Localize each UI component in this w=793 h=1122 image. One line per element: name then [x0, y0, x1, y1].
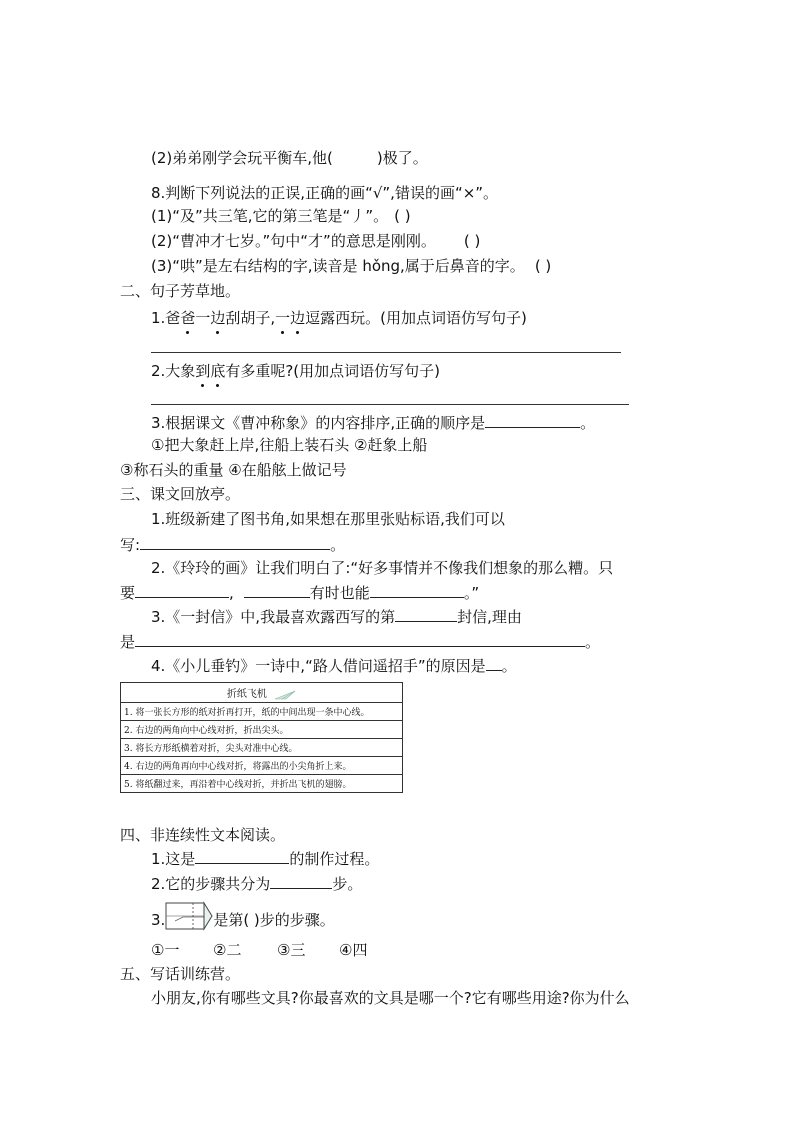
s4q2	[151, 873, 362, 894]
section-2-heading: 二、句子芳草地。	[120, 282, 241, 300]
q8-item-2-text: (2)“曹冲才七岁。”句中“才”的意思是刚刚。	[151, 232, 436, 250]
q8-title: 8.判断下列说法的正误,正确的画“√”,错误的画“×”。	[151, 184, 499, 202]
q8-item-3	[151, 256, 551, 276]
s3q1-end: 。	[330, 536, 346, 554]
s5-prompt: 小朋友,你有哪些文具?你最喜欢的文具是哪一个?它有哪些用途?你为什么	[151, 989, 630, 1007]
s2q2-suffix: 有多重呢?(用加点词语仿写句子)	[225, 362, 441, 380]
s4q3-b: 是第( )步的步骤。	[213, 911, 335, 929]
section-4-heading: 四、非连续性文本阅读。	[120, 826, 286, 844]
answer-line-s2q1[interactable]	[151, 352, 621, 353]
s3q2-a: 要	[120, 584, 136, 602]
answer-blank-s3q4[interactable]	[486, 655, 502, 671]
q8-item-3-paren[interactable]: ( )	[534, 257, 552, 275]
answer-blank-s3q2-1[interactable]	[135, 582, 229, 598]
steps-table-row: 3. 将长方形纸横着对折，尖头对准中心线。	[121, 739, 403, 757]
q7-2-text-a: (2)弟弟刚学会玩平衡车,他(	[151, 149, 333, 167]
section-2-q3	[151, 412, 595, 433]
s4q3	[151, 910, 335, 931]
q8-item-2	[151, 231, 480, 251]
s3q2-d: 。”	[463, 584, 480, 602]
s2q1-mid-1: 一	[195, 309, 211, 327]
option-4[interactable]: ④四	[339, 941, 368, 959]
question-7-2	[151, 148, 428, 168]
option-1[interactable]: ①一	[151, 941, 180, 959]
steps-table-row: 4. 右边的两角再向中心线对折，将露出的小尖角折上来。	[121, 757, 403, 775]
option-2[interactable]: ②二	[213, 941, 242, 959]
s3q4-a: 4.《小儿垂钓》一诗中,“路人借问遥招手”的原因是	[151, 657, 486, 675]
s2q1-mid-2: 刮胡子,	[225, 309, 276, 327]
s2q2-prefix: 2.大象	[151, 362, 196, 380]
s3q3-line-2	[120, 631, 600, 652]
q8-item-2-paren[interactable]: ( )	[463, 232, 481, 250]
s2q1-dot-4: 边	[290, 309, 306, 327]
answer-blank-s3q1[interactable]	[140, 534, 330, 550]
s4q1	[151, 848, 379, 869]
s4q1-b: 的制作过程。	[289, 850, 380, 868]
s3q4	[151, 655, 517, 676]
s3q2-b: ,	[229, 584, 234, 602]
option-3[interactable]: ③三	[277, 941, 306, 959]
s4q3-options	[151, 940, 367, 960]
s3q3-end: 。	[585, 633, 601, 651]
steps-table-title: 折纸飞机	[226, 689, 267, 700]
s3q1-prefix: 写:	[120, 536, 141, 554]
answer-blank-s2q3[interactable]	[485, 412, 580, 428]
steps-table-header	[121, 683, 403, 703]
s2q3-text: 3.根据课文《曹冲称象》的内容排序,正确的顺序是	[151, 414, 486, 432]
s2q3-options-1: ①把大象赶上岸,往船上装石头 ②赶象上船	[151, 436, 428, 454]
s4q3-a: 3.	[151, 911, 166, 929]
s3q3-a: 3.《一封信》中,我最喜欢露西写的第	[151, 608, 396, 626]
s2q1-dot-3: 一	[275, 309, 291, 327]
s4q2-b: 步。	[332, 875, 363, 893]
answer-blank-s3q3-2[interactable]	[135, 631, 585, 647]
folded-plane-figure-icon	[165, 901, 213, 931]
q8-item-1-text: (1)“及”共三笔,它的第三笔是“丿”。	[151, 207, 389, 225]
answer-blank-s3q2-3[interactable]	[370, 582, 464, 598]
answer-blank-s3q3-1[interactable]	[395, 606, 457, 622]
s3q3-prefix: 是	[120, 633, 136, 651]
s2q3-options-2: ③称石头的重量 ④在船舷上做记号	[120, 461, 347, 479]
answer-line-s2q2[interactable]	[151, 404, 629, 405]
section-2-q2	[151, 361, 440, 381]
s2q1-dot-2: 边	[210, 309, 226, 327]
s2q1-prefix: 1.爸	[151, 309, 181, 327]
paper-plane-steps-table	[120, 682, 403, 793]
s3q2-line-2	[120, 582, 479, 603]
s2q1-suffix: 逗露西玩。(用加点词语仿写句子)	[305, 309, 527, 327]
answer-blank-s3q2-2[interactable]	[244, 582, 310, 598]
steps-table-row: 2. 右边的两角向中心线对折，折出尖头。	[121, 721, 403, 739]
steps-table-row: 1. 将一张长方形的纸对折再打开，纸的中间出现一条中心线。	[121, 703, 403, 721]
s4q1-a: 1.这是	[151, 850, 196, 868]
q7-2-text-b: )极了。	[376, 149, 428, 167]
s3q2-c: 有时也能	[309, 584, 370, 602]
s3q3-b: 封信,理由	[457, 608, 522, 626]
steps-table-row: 5. 将纸翻过来，再沿着中心线对折，并折出飞机的翅膀。	[121, 775, 403, 793]
q8-item-1-paren[interactable]: ( )	[394, 207, 411, 225]
s2q2-dot-2: 底	[210, 362, 226, 380]
s4q2-a: 2.它的步骤共分为	[151, 875, 271, 893]
s2q1-dot-1: 爸	[180, 309, 196, 327]
s3q1-line-1: 1.班级新建了图书角,如果想在那里张贴标语,我们可以	[151, 510, 505, 528]
s2q3-end: 。	[580, 414, 596, 432]
s2q2-dot-1: 到	[195, 362, 211, 380]
section-5-heading: 五、写话训练营。	[120, 965, 241, 983]
section-2-q1	[151, 308, 527, 328]
q8-item-3-text: (3)“哄”是左右结构的字,读音是 hǒng,属于后鼻音的字。	[151, 257, 525, 275]
answer-blank-s4q2[interactable]	[270, 873, 332, 889]
answer-blank-s4q1[interactable]	[195, 848, 289, 864]
paper-plane-icon	[274, 690, 296, 700]
s3q3-line-1	[151, 606, 522, 627]
s3q4-b: 。	[501, 657, 517, 675]
s3q2-line-1: 2.《玲玲的画》让我们明白了:“好多事情并不像我们想象的那么糟。只	[151, 559, 614, 577]
section-3-heading: 三、课文回放亭。	[120, 485, 241, 503]
q8-item-1	[151, 206, 411, 226]
s3q1-line-2	[120, 534, 345, 555]
